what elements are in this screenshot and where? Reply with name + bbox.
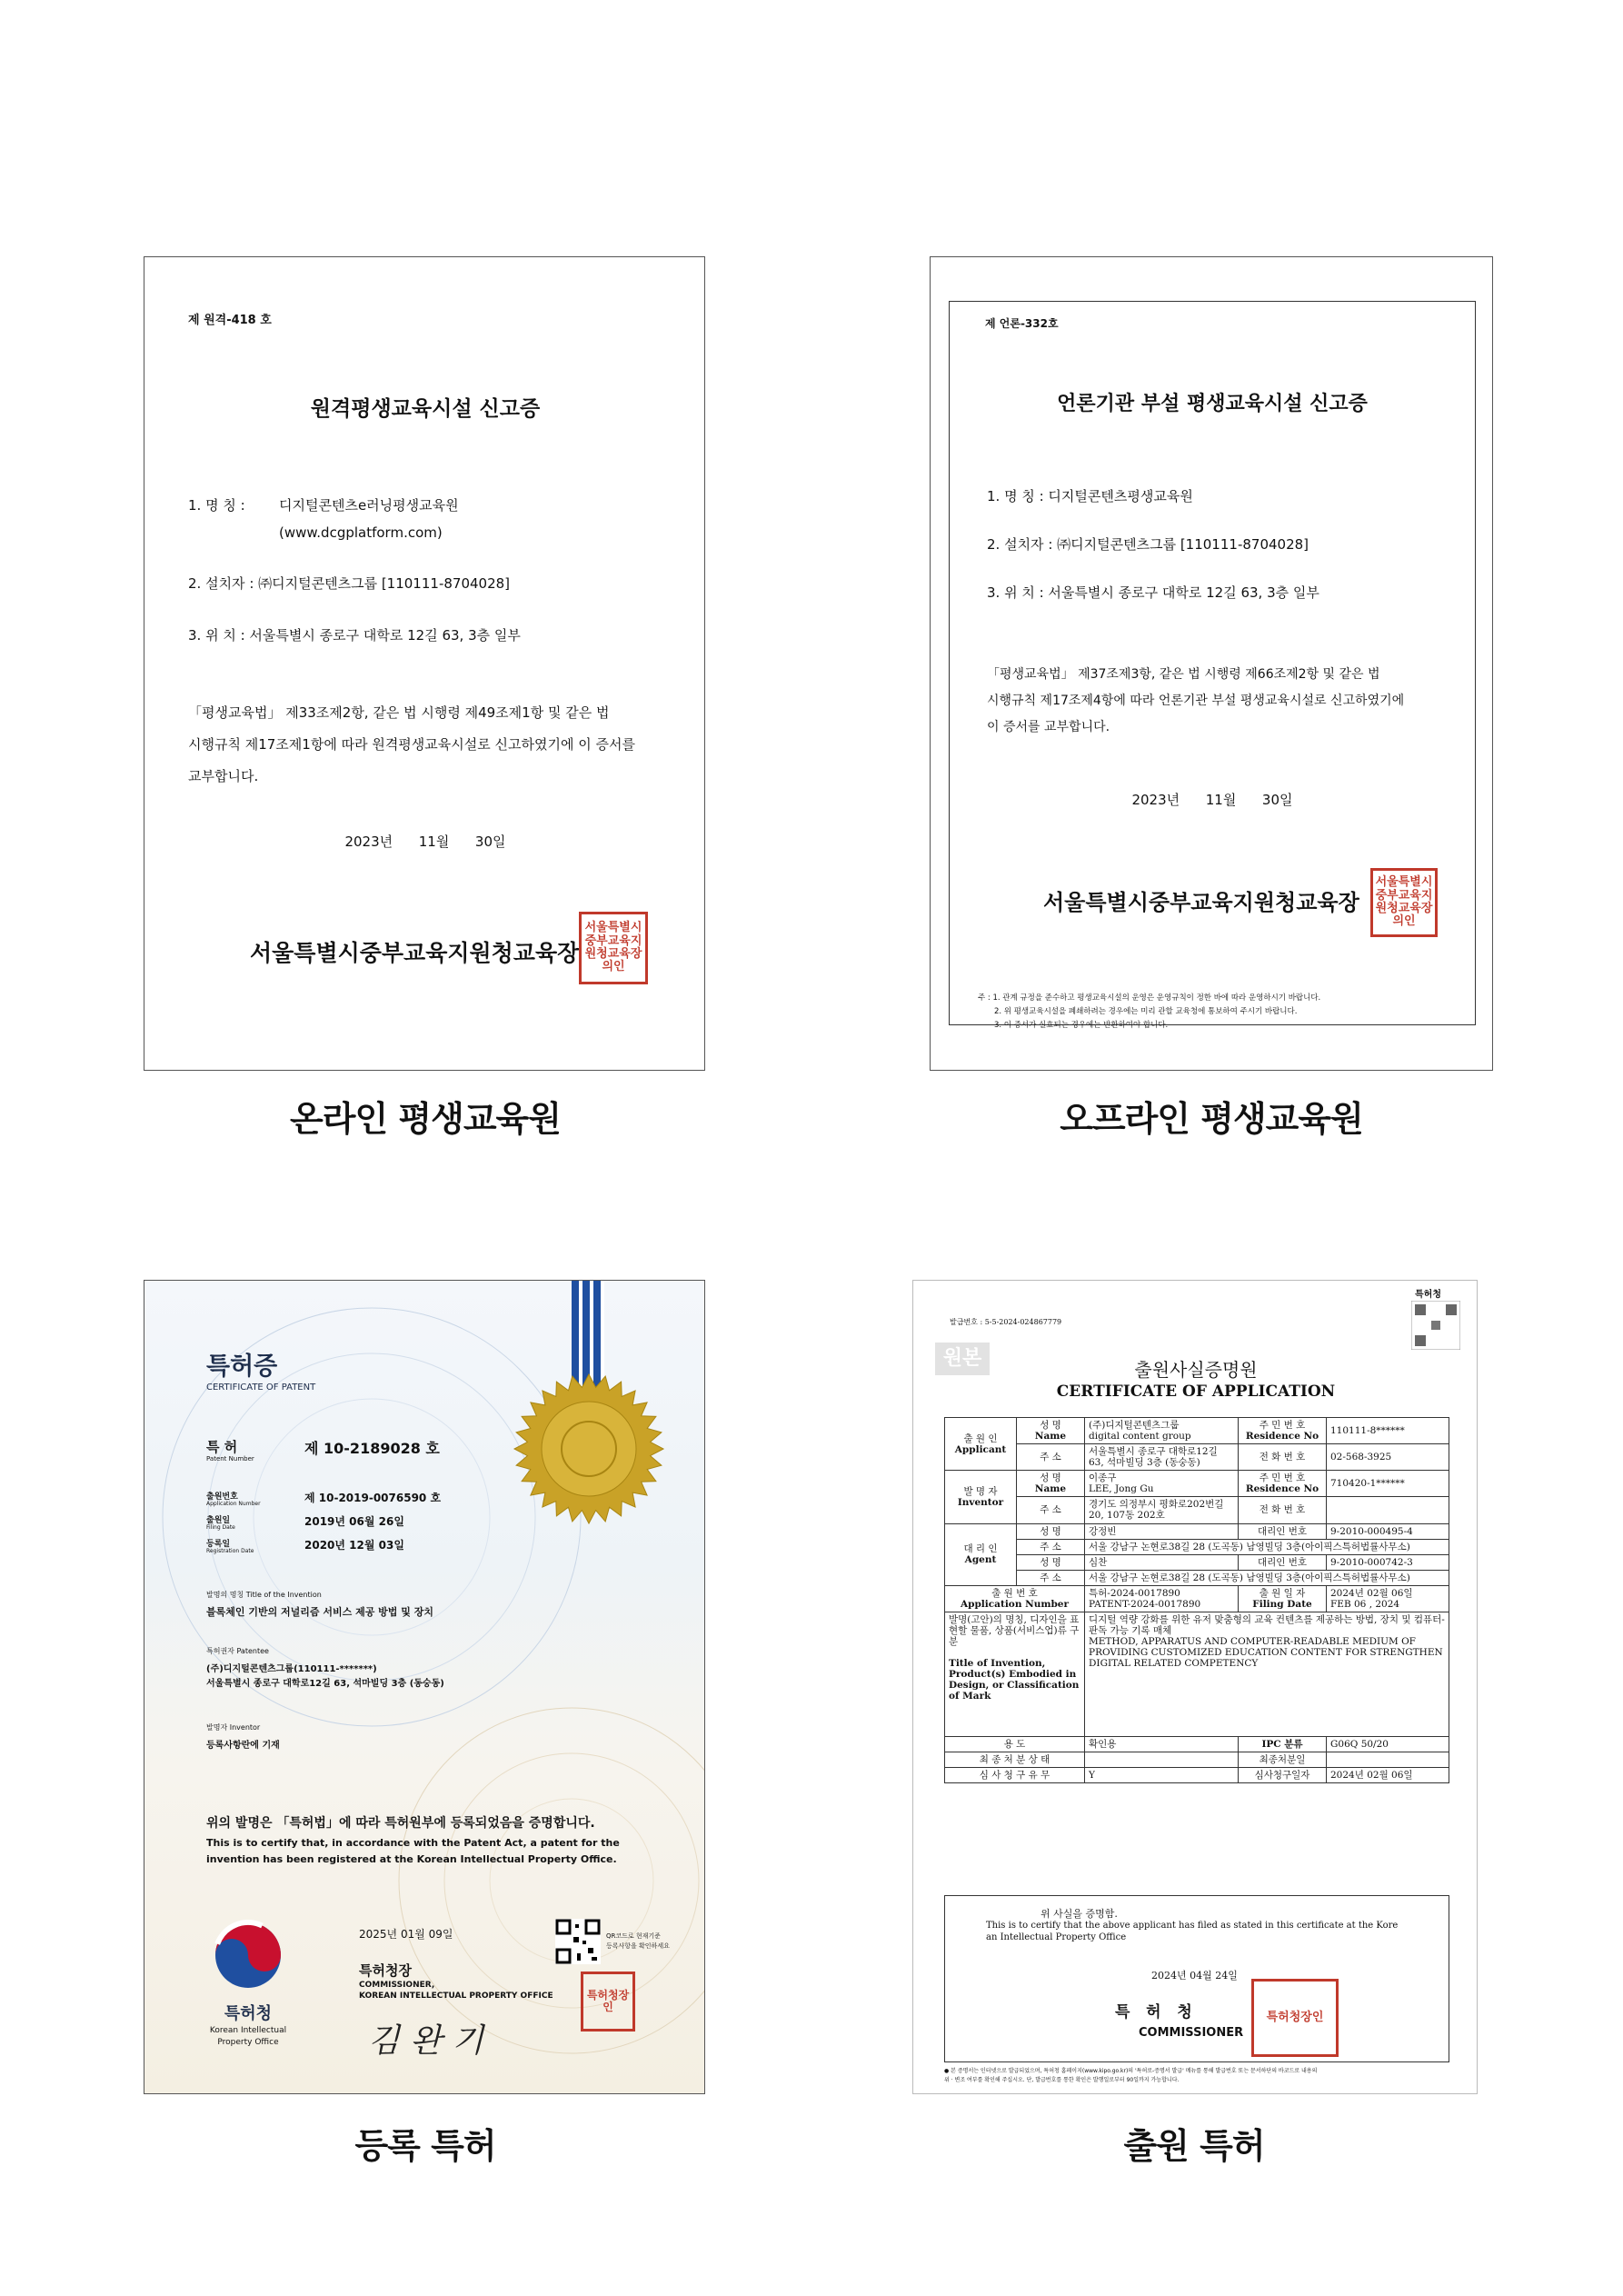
- issuer-name: 서울특별시중부교육지원청교육장: [250, 940, 580, 966]
- invention-title-label-en: Title of Invention, Product(s) Embodied in Design, or Classification of Mark: [949, 1658, 1080, 1702]
- issue-date: 2025년 01월 09일: [359, 1928, 453, 1941]
- name-label: 성 명: [1040, 1472, 1061, 1484]
- exam-date-value: 2024년 02월 06일: [1327, 1768, 1449, 1783]
- name-label: 성 명: [1017, 1523, 1085, 1539]
- kipo-seal: 특허청장인: [1251, 1979, 1339, 2057]
- barcode-icon: [1411, 1301, 1460, 1350]
- application-number-label: 출 원 번 호: [991, 1587, 1038, 1599]
- name-label-en: Name: [1034, 1431, 1067, 1442]
- invention-title: 디지털 역량 강화를 위한 유저 맞춤형의 교육 컨텐츠를 제공하는 방법, 장치 및 컴퓨터-판독 가능 기록 매체: [1089, 1613, 1445, 1636]
- agent-address: 서울 강남구 논현로38길 28 (도곡동) 남영빌딩 3층(아이픽스특허법률사무소): [1085, 1570, 1449, 1585]
- original-mark: 원본: [935, 1343, 990, 1375]
- ipc-label: IPC 분류: [1239, 1736, 1327, 1752]
- ipc-value: G06Q 50/20: [1327, 1736, 1449, 1752]
- residence-label-en: Residence No: [1245, 1483, 1319, 1495]
- final-status-value: [1085, 1752, 1239, 1767]
- registration-label-en: Registration Date: [206, 1548, 254, 1554]
- item-name: 1. 명 칭 : 디지털콘텐츠평생교육원: [987, 488, 1193, 504]
- item-location: 3. 위 치 : 서울특별시 종로구 대학로 12길 63, 3층 일부: [987, 584, 1319, 601]
- certificate-title-en: CERTIFICATE OF PATENT: [206, 1383, 316, 1393]
- official-seal: 서울특별시중부교육지원청교육장의인: [579, 912, 648, 984]
- agent-name: 강정빈: [1085, 1523, 1239, 1539]
- phone-label: 전 화 번 호: [1239, 1444, 1327, 1471]
- patent-number-label-en: Patent Number: [206, 1455, 254, 1462]
- final-date-value: [1327, 1752, 1449, 1767]
- registration-date: 2020년 12월 03일: [304, 1539, 404, 1552]
- agent-number: 9-2010-000495-4: [1327, 1523, 1449, 1539]
- applicant-label: 출 원 인: [963, 1433, 998, 1444]
- issue-date: 2023년 11월 30일: [1131, 792, 1293, 808]
- issue-date: 2023년 11월 30일: [344, 834, 506, 850]
- item-founder: 2. 설치자 : ㈜디지털콘텐츠그룹 [110111-8704028]: [188, 575, 511, 592]
- qr-code-icon: [555, 1919, 601, 1964]
- issuer-name: 서울특별시중부교육지원청교육장: [1043, 890, 1359, 915]
- applicant-residence: 110111-8******: [1327, 1418, 1449, 1444]
- patentee-address: 서울특별시 종로구 대학로12길 63, 석마빌딩 3층 (동숭동): [206, 1679, 444, 1689]
- agent-address: 서울 강남구 논현로38길 28 (도곡동) 남영빌딩 3층(아이픽스특허법률사무소): [1085, 1539, 1449, 1554]
- inventor-phone: [1327, 1497, 1449, 1523]
- applicant-name-en: digital content group: [1089, 1431, 1191, 1442]
- use-value: 확인용: [1085, 1736, 1239, 1752]
- caption-offline: 오프라인 평생교육원: [1060, 1099, 1363, 1139]
- patent-seal: 특허청장인: [581, 1972, 635, 2031]
- office-name-en: Property Office: [217, 2038, 279, 2047]
- footer-note: 위 · 변조 여부를 확인해 주십시오. 단, 발급번호를 통한 확인은 발행일로부터 90일까지 가능합니다.: [944, 2077, 1180, 2083]
- commissioner-title: 특허청장: [359, 1962, 412, 1979]
- note-line: 주 : 1. 관계 규정을 준수하고 평생교육시설의 운영은 운영규칙이 정한 바에 따라 운영하시기 바랍니다.: [978, 993, 1321, 1003]
- offline-certificate: [930, 256, 1493, 1071]
- office-name-en: Korean Intellectual: [209, 2026, 287, 2035]
- agent-number-label: 대리인 번호: [1239, 1523, 1327, 1539]
- inventor-label-en: Inventor: [957, 1496, 1004, 1508]
- caption-application-patent: 출원 특허: [1123, 2126, 1265, 2166]
- filing-label: 출원일: [206, 1516, 231, 1525]
- commissioner-title-en: KOREAN INTELLECTUAL PROPERTY OFFICE: [359, 1992, 553, 2001]
- use-label: 용 도: [945, 1736, 1085, 1752]
- footer-note: ● 본 증명서는 인터넷으로 발급되었으며, 특허청 홈페이지(www.kipo.go.kr)의 '특허로-증명서 발급' 메뉴를 통해 발급번호 또는 문서하단의 바코드로 내용의: [944, 2068, 1318, 2074]
- certificate-title: 특허증: [206, 1353, 278, 1381]
- name-label: 성 명: [1017, 1554, 1085, 1570]
- agent-name: 심찬: [1085, 1554, 1239, 1570]
- application-table: [944, 1417, 1449, 1783]
- applicant-name: (주)디지털콘텐츠그룹: [1089, 1420, 1180, 1431]
- final-date-label: 최종처분일: [1239, 1752, 1327, 1767]
- application-number: 특허-2024-0017890: [1089, 1587, 1180, 1599]
- qr-note: QR코드로 현재기준: [606, 1932, 661, 1940]
- name-label: 성 명: [1040, 1420, 1061, 1431]
- application-label-en: Application Number: [206, 1501, 261, 1507]
- kipo-logo-icon: [212, 1919, 284, 1992]
- agent-number-label: 대리인 번호: [1239, 1554, 1327, 1570]
- agent-label-en: Agent: [964, 1554, 997, 1566]
- patentee-name: (주)디지털콘텐츠그룹(110111-*******): [206, 1664, 377, 1674]
- agent-label: 대 리 인: [963, 1543, 998, 1555]
- inventor-residence: 710420-1******: [1327, 1471, 1449, 1497]
- item-founder: 2. 설치자 : ㈜디지털콘텐츠그룹 [110111-8704028]: [987, 536, 1309, 553]
- certify-statement-en: invention has been registered at the Korean Intellectual Property Office.: [206, 1853, 617, 1865]
- phone-label: 전 화 번 호: [1239, 1497, 1327, 1523]
- filing-date-en: FEB 06 , 2024: [1330, 1598, 1400, 1610]
- certificate-title: 언론기관 부설 평생교육시설 신고증: [1057, 393, 1368, 415]
- exam-request-label: 심 사 청 구 유 무: [945, 1768, 1085, 1783]
- certificate-title: 출원사실증명원: [1134, 1359, 1258, 1381]
- inventor-value: 등록사항란에 기재: [206, 1741, 280, 1751]
- official-seal: 서울특별시중부교육지원청교육장의인: [1370, 868, 1438, 937]
- body-line: 시행규칙 제17조제1항에 따라 원격평생교육시설로 신고하였기에 이 증서를: [188, 736, 635, 753]
- item-name-url: (www.dcgplatform.com): [279, 524, 443, 541]
- certify-statement: 위의 발명은 「특허법」에 따라 특허원부에 등록되었음을 증명합니다.: [206, 1816, 595, 1831]
- applicant-label-en: Applicant: [954, 1443, 1007, 1455]
- exam-date-label: 심사청구일자: [1239, 1768, 1327, 1783]
- signature: 김 완 기: [368, 2022, 484, 2060]
- note-line: 2. 위 평생교육시설을 폐쇄하려는 경우에는 미리 관할 교육청에 통보하여 주시기 바랍니다.: [994, 1007, 1298, 1016]
- caption-registered-patent: 등록 특허: [354, 2126, 496, 2166]
- inventor-name: 이종구: [1089, 1472, 1117, 1484]
- patent-certificate: [144, 1280, 705, 2094]
- online-certificate: [144, 256, 705, 1071]
- invention-title: 블록체인 기반의 저널리즘 서비스 제공 방법 및 장치: [206, 1606, 433, 1618]
- issue-date: 2024년 04월 24일: [1151, 1970, 1238, 1982]
- body-line: 시행규칙 제17조제4항에 따라 언론기관 부설 평생교육시설로 신고하였기에: [987, 694, 1405, 708]
- patent-number: 제 10-2189028 호: [304, 1440, 440, 1457]
- body-line: 「평생교육법」 제37조제3항, 같은 법 시행령 제66조제2항 및 같은 법: [987, 667, 1380, 682]
- address-label: 주 소: [1017, 1570, 1085, 1585]
- certify-statement-en: This is to certify that the above applicant has filed as stated in this certificate at the Kore: [986, 1921, 1399, 1931]
- office-name: 특허청: [224, 2004, 273, 2023]
- invention-title-en: METHOD, APPARATUS AND COMPUTER-READABLE MEDIUM OF PROVIDING CUSTOMIZED EDUCATION CONTENT FOR STRENGTHEN DIGITAL RELATED COMPETENCY: [1089, 1636, 1443, 1670]
- filing-date-label: 출 원 일 자: [1259, 1587, 1306, 1599]
- filing-date: 2019년 06월 26일: [304, 1515, 404, 1528]
- note-line: 3. 이 증서가 실효되는 경우에는 반환하여야 합니다.: [994, 1021, 1169, 1030]
- commissioner-label: COMMISSIONER: [1139, 2026, 1244, 2040]
- applicant-phone: 02-568-3925: [1327, 1444, 1449, 1471]
- invention-title-label: 발명(고안)의 명칭, 디자인을 표현할 물품, 상품(서비스업)류 구분: [949, 1613, 1080, 1647]
- item-name-value: 디지털콘텐츠e러닝평생교육원: [279, 497, 459, 514]
- final-status-label: 최 종 처 분 상 태: [945, 1752, 1085, 1767]
- body-line: 이 증서를 교부합니다.: [987, 720, 1110, 734]
- filing-label-en: Filing Date: [206, 1524, 235, 1531]
- issue-number: 발급번호 : 5-5-2024-024867779: [950, 1318, 1062, 1326]
- inventor-label: 발 명 자: [963, 1485, 998, 1497]
- gold-seal-icon: [512, 1372, 666, 1526]
- office-name: 특 허 청: [1115, 2003, 1192, 2021]
- certify-statement-en: an Intellectual Property Office: [986, 1932, 1127, 1942]
- invention-label: 발명의 명칭 Title of the Invention: [206, 1591, 322, 1599]
- body-line: 교부합니다.: [188, 768, 259, 784]
- item-name-label: 1. 명 칭 :: [188, 497, 245, 514]
- kipo-logo-text: 특허청: [1415, 1290, 1441, 1300]
- inventor-label: 발명자 Inventor: [206, 1723, 261, 1732]
- application-number-en: PATENT-2024-0017890: [1089, 1598, 1201, 1610]
- address-label: 주 소: [1017, 1497, 1085, 1523]
- registration-label: 등록일: [206, 1540, 231, 1549]
- qr-note: 등록사항을 확인하세요: [606, 1942, 670, 1950]
- body-line: 「평생교육법」 제33조제2항, 같은 법 시행령 제49조제1항 및 같은 법: [188, 704, 610, 721]
- caption-online: 온라인 평생교육원: [290, 1099, 561, 1139]
- agent-number: 9-2010-000742-3: [1327, 1554, 1449, 1570]
- address-label: 주 소: [1017, 1539, 1085, 1554]
- certificate-title: 원격평생교육시설 신고증: [310, 397, 541, 421]
- item-location: 3. 위 치 : 서울특별시 종로구 대학로 12길 63, 3층 일부: [188, 627, 521, 644]
- application-number-label-en: Application Number: [960, 1598, 1070, 1610]
- inventor-name-en: LEE, Jong Gu: [1089, 1483, 1154, 1495]
- residence-label: 주 민 번 호: [1259, 1472, 1306, 1484]
- address-label: 주 소: [1017, 1444, 1085, 1471]
- certify-statement: 위 사실을 증명함.: [1041, 1908, 1118, 1920]
- filing-date-label-en: Filing Date: [1252, 1598, 1312, 1610]
- filing-date: 2024년 02월 06일: [1330, 1587, 1413, 1599]
- certify-statement-en: This is to certify that, in accordance with the Patent Act, a patent for the: [206, 1837, 620, 1849]
- application-number: 제 10-2019-0076590 호: [304, 1492, 442, 1504]
- applicant-address: 서울특별시 종로구 대학로12길 63, 석마빌딩 3층 (동숭동): [1085, 1444, 1239, 1471]
- patentee-label: 특허권자 Patentee: [206, 1647, 269, 1655]
- application-label: 출원번호: [206, 1492, 238, 1502]
- inventor-address: 경기도 의정부시 평화로202번길 20, 107동 202호: [1085, 1497, 1239, 1523]
- name-label-en: Name: [1034, 1483, 1067, 1495]
- patent-number-label: 특 허: [206, 1439, 238, 1455]
- residence-label: 주 민 번 호: [1259, 1420, 1306, 1431]
- certificate-number: 제 원격-418 호: [188, 314, 272, 327]
- application-certificate: [912, 1280, 1478, 2094]
- certificate-number: 제 언론-332호: [985, 317, 1059, 330]
- exam-request-value: Y: [1085, 1768, 1239, 1783]
- certificate-title-en: CERTIFICATE OF APPLICATION: [1056, 1383, 1336, 1401]
- commissioner-title-en: COMMISSIONER,: [359, 1981, 435, 1990]
- residence-label-en: Residence No: [1245, 1431, 1319, 1442]
